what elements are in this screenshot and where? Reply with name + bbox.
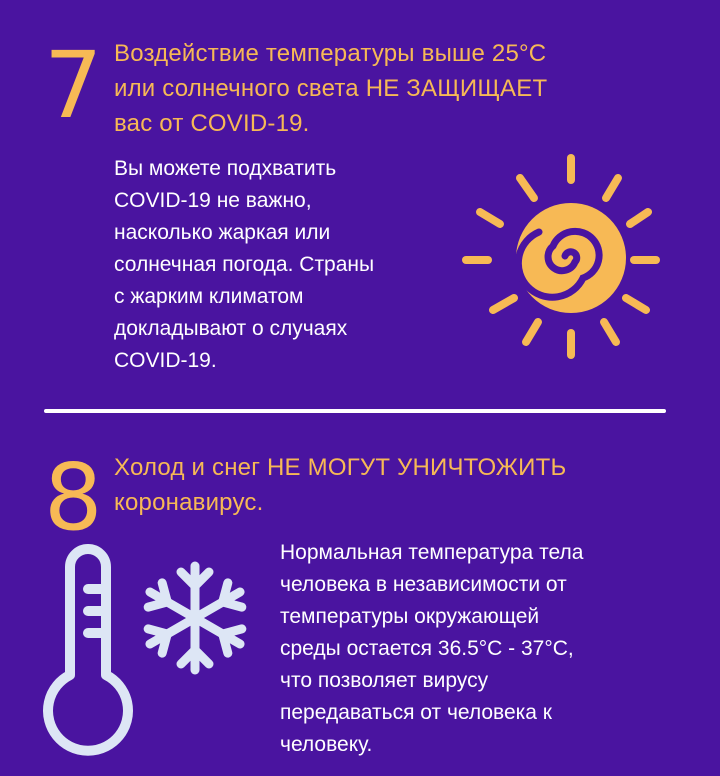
section-7-headline-line-2: или солнечного света НЕ ЗАЩИЩАЕТ	[114, 75, 548, 102]
section-divider	[44, 409, 666, 413]
section-8-body: Нормальная температура тела человека в независимости от температуры окружающей среды остается 36.5°С - 37°С, что позволяет вирусу передаваться от человека к человеку.	[280, 541, 584, 756]
section-7-headline	[114, 36, 694, 141]
thermometer-icon	[30, 545, 140, 745]
section-7-number: 7	[44, 32, 103, 139]
snowflake-icon	[135, 558, 255, 678]
section-8-number: 8	[44, 444, 103, 551]
sun-icon	[458, 150, 678, 370]
section-8-headline	[114, 450, 694, 520]
section-7-headline-line-1: Воздействие температуры выше 25°С	[114, 40, 547, 67]
section-8-headline-line-2: коронавирус.	[114, 489, 264, 516]
section-7-headline-line-3: вас от COVID-19.	[114, 110, 310, 137]
section-7-body: Вы можете подхватить COVID-19 не важно, насколько жаркая или солнечная погода. Страны с жарким климатом докладывают о случаях COVID-19.	[114, 157, 375, 372]
section-8-headline-line-1: Холод и снег НЕ МОГУТ УНИЧТОЖИТЬ	[114, 454, 567, 481]
